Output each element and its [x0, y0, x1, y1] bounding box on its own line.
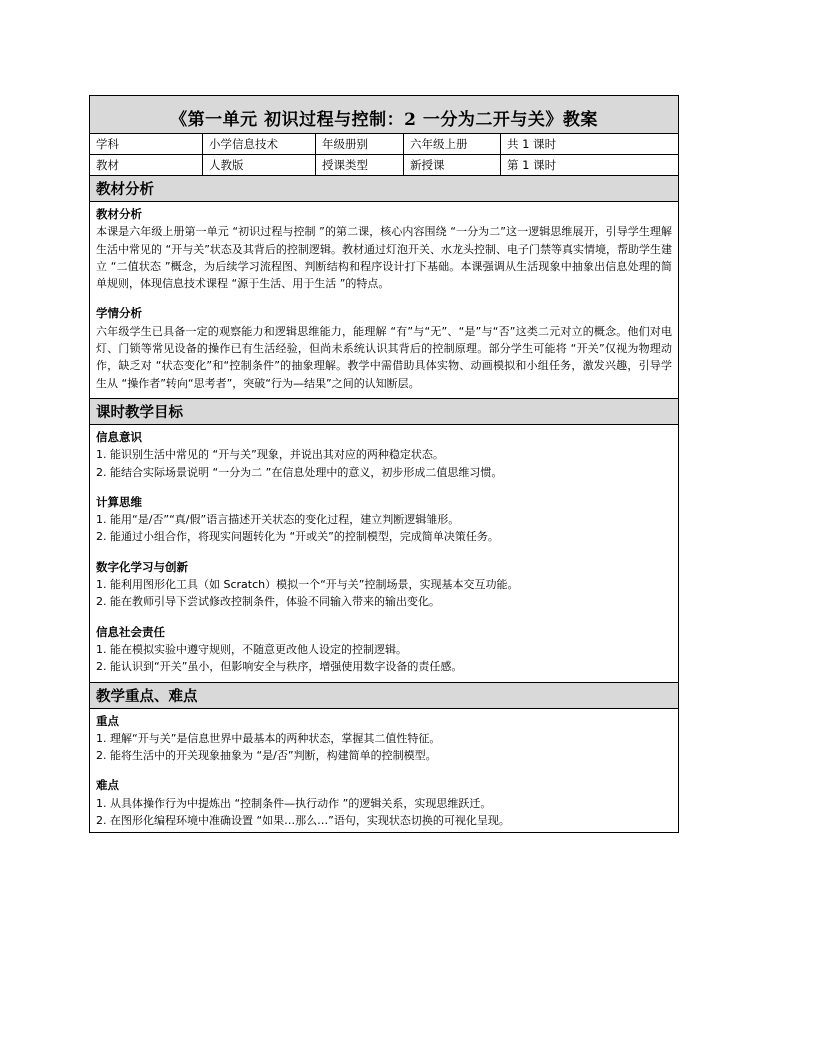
list-item: 2. 能在教师引导下尝试修改控制条件，体验不同输入带来的输出变化。	[96, 595, 440, 609]
subheading: 教材分析	[96, 207, 142, 221]
list-item: 1. 能用“是/否”“真/假”语言描述开关状态的变化过程，建立判断逻辑雏形。	[96, 513, 460, 527]
section-heading-objectives: 课时教学目标	[90, 399, 678, 425]
list-item: 1. 理解“开与关”是信息世界中最基本的两种状态，掌握其二值性特征。	[96, 731, 441, 745]
section-body-textbook-analysis	[90, 202, 678, 399]
section-body-key-points	[90, 709, 678, 833]
paragraph: 本课是六年级上册第一单元 “初识过程与控制 ”的第二课，核心内容围绕 “一分为二”这一逻辑思维展开，引导学生理解生活中常见的 “开与关”状态及其背后的控制逻辑。教材通过灯泡开关、水龙头控制、电子门禁等真实情境，帮助学生建立 “二值状态 ”概念，为后续学习流程图、判断结构和程序设计打下基础。本课强调从生活现象中抽象出信息处理的简单规则，体现信息技术课程 “源于生活、用于生活 ”的特点。	[96, 225, 672, 291]
section-heading-textbook-analysis: 教材分析	[90, 176, 678, 202]
subheading: 信息社会责任	[96, 624, 165, 639]
list-item: 2. 能通过小组合作，将现实问题转化为 “开或关”的控制模型，完成简单决策任务。	[96, 530, 499, 544]
list-item: 1. 能在模拟实验中遵守规则，不随意更改他人设定的控制逻辑。	[96, 642, 407, 656]
list-item: 2. 能将生活中的开关现象抽象为 “是/否”判断，构建简单的控制模型。	[96, 749, 437, 763]
section-body-objectives	[90, 425, 678, 683]
list-item: 2. 能结合实际场景说明 “一分为二 ”在信息处理中的意义，初步形成二值思维习惯。	[96, 465, 503, 479]
list-item: 2. 在图形化编程环境中准确设置 “如果…那么…”语句，实现状态切换的可视化呈现。	[96, 814, 510, 828]
period-number: 第 1 课时	[501, 155, 678, 176]
textbook-value: 人教版	[203, 155, 316, 176]
subheading: 数字化学习与创新	[96, 559, 188, 574]
lesson-type-label: 授课类型	[316, 155, 404, 176]
list-item: 1. 能利用图形化工具（如 Scratch）模拟一个“开与关”控制场景，实现基本交互功能。	[96, 578, 519, 592]
info-grid	[90, 134, 678, 176]
page-title: 《第一单元 初识过程与控制：2 一分为二开与关》教案	[170, 110, 598, 130]
list-item: 1. 从具体操作行为中提炼出 “控制条件—执行动作 ”的逻辑关系，实现思维跃迁。	[96, 796, 492, 810]
lesson-type-value: 新授课	[404, 155, 501, 176]
total-periods: 共 1 课时	[501, 134, 678, 155]
subheading: 学情分析	[96, 306, 142, 321]
list-item: 2. 能认识到“开关”虽小，但影响安全与秩序，增强使用数字设备的责任感。	[96, 660, 463, 674]
textbook-label: 教材	[90, 155, 203, 176]
title-row	[90, 96, 678, 134]
subject-value: 小学信息技术	[203, 134, 316, 155]
subheading: 难点	[96, 778, 119, 793]
subject-label: 学科	[90, 134, 203, 155]
section-heading-key-points: 教学重点、难点	[90, 683, 678, 709]
paragraph: 六年级学生已具备一定的观察能力和逻辑思维能力，能理解 “有”与“无”、“是”与“否”这类二元对立的概念。他们对电灯、门锁等常见设备的操作已有生活经验，但尚未系统认识其背后的控制原理。部分学生可能将 “开关”仅视为物理动作，缺乏对 “状态变化”和“控制条件”的抽象理解。教学中需借助具体实物、动画模拟和小组任务，激发兴趣，引导学生从 “操作者”转向“思考者”，突破“行为—结果”之间的认知断层。	[96, 324, 672, 390]
grade-label: 年级册别	[316, 134, 404, 155]
grade-value: 六年级上册	[404, 134, 501, 155]
lesson-plan-table	[89, 95, 679, 833]
list-item: 1. 能识别生活中常见的 “开与关”现象，并说出其对应的两种稳定状态。	[96, 448, 444, 462]
subheading: 重点	[96, 713, 119, 728]
subheading: 计算思维	[96, 494, 142, 509]
subheading: 信息意识	[96, 429, 142, 444]
